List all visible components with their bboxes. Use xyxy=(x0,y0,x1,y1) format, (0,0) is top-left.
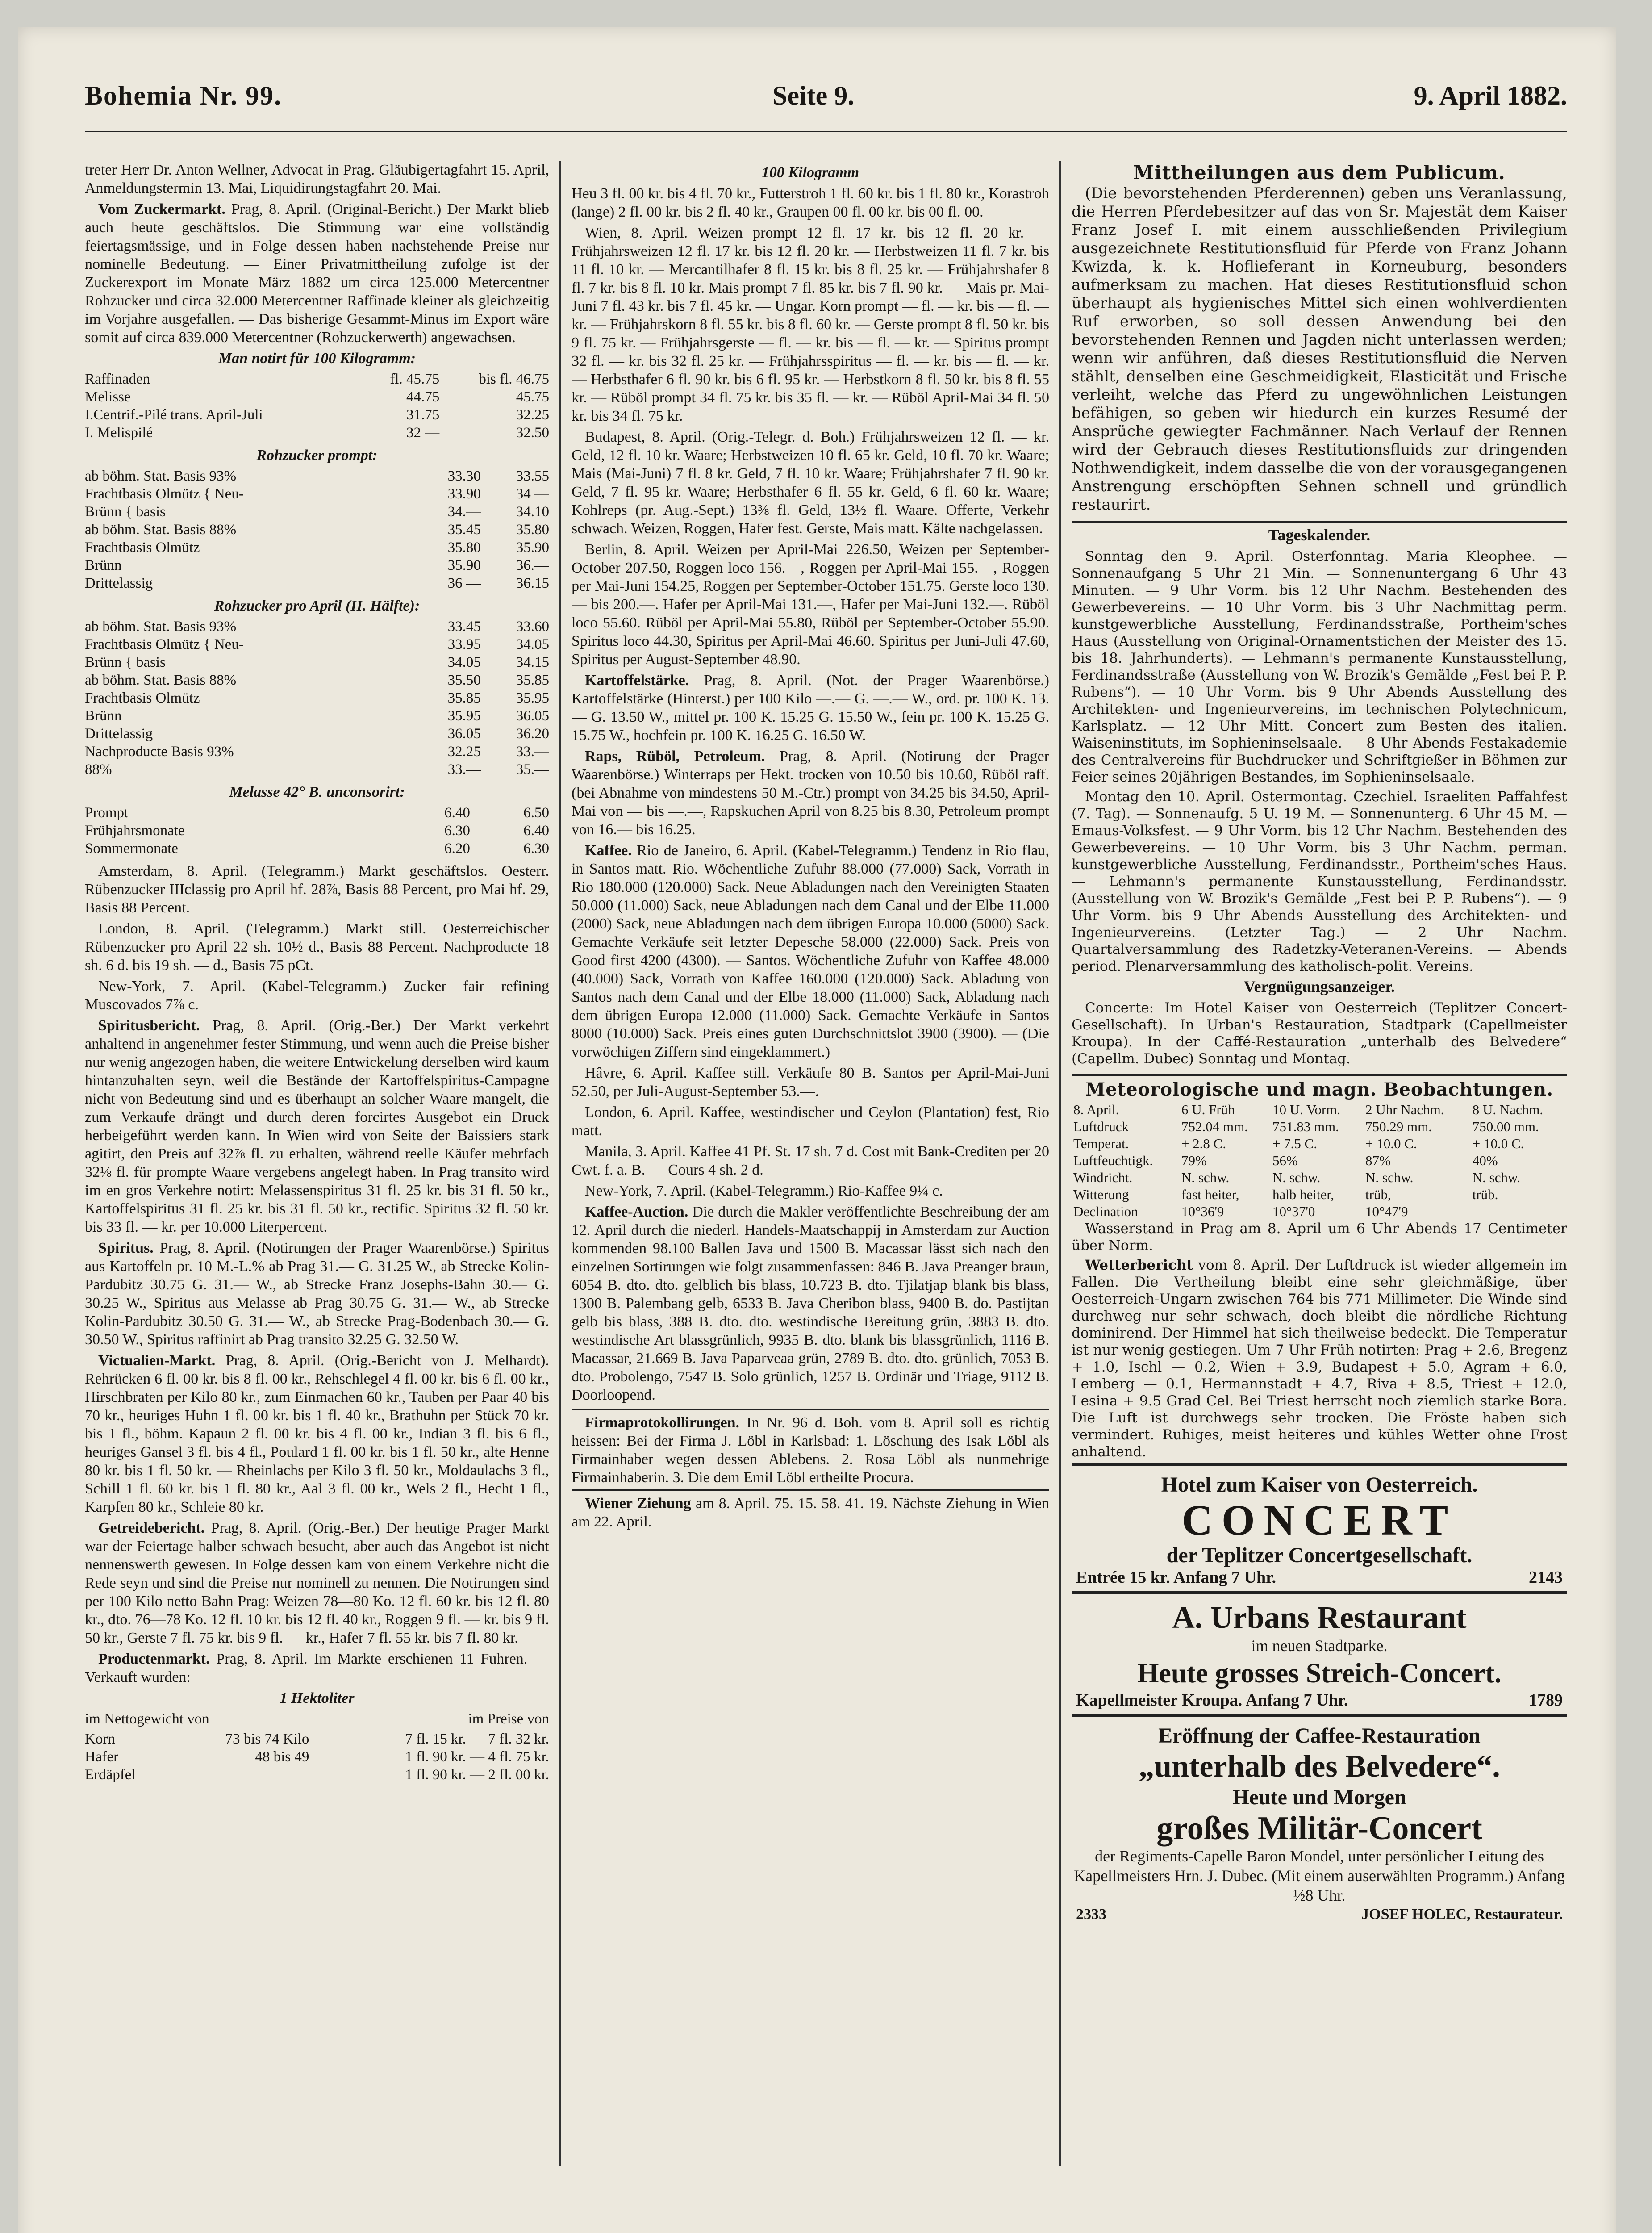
table-row xyxy=(85,521,549,539)
table-cell: 33.30 xyxy=(447,468,481,484)
zucker-report xyxy=(85,200,549,347)
page-header xyxy=(85,80,1567,132)
ad2-line4b: 1789 xyxy=(1529,1691,1563,1710)
table-cell: 32 — xyxy=(406,425,440,441)
table-cell: Brünn xyxy=(85,708,122,724)
ad1-line4 xyxy=(1072,1568,1567,1587)
table-cell xyxy=(169,1766,309,1784)
table-cell: 33.90 xyxy=(447,486,481,502)
table-row xyxy=(85,424,549,442)
rohzucker-april-heading: Rohzucker pro April (II. Hälfte): xyxy=(214,598,420,614)
table-row xyxy=(85,840,549,857)
newspaper-page xyxy=(18,27,1616,2233)
ad2-line4 xyxy=(1072,1691,1567,1710)
table-cell: ab böhm. Stat. Basis 88% xyxy=(85,672,237,688)
producten-table-header xyxy=(85,1710,549,1728)
table-cell: Brünn { basis xyxy=(85,654,166,670)
ad3-line2: „unterhalb des Belvedere“. xyxy=(1139,1749,1500,1784)
zucker-text: Prag, 8. April. (Original-Bericht.) Der Markt blieb auch heute geschäftslos. Die Stimmung war eine vollständig feiertagsmässige, und in Folge dessen haben nachstehende Preise nur nominelle Bedeutung. — Einer Privatmittheilung zufolge ist der Zuckerexport im Monate März 1882 um circa 125.000 Metercentner Rohzucker und circa 32.000 Metercentner Raffinade kleiner als gleichzeitig im Vorjahre ausgefallen. — Das bisherige Gesammt-Minus im Export wäre somit auf circa 839.000 Metercentner (Rohzuckerwerth) angewachsen. xyxy=(85,201,549,346)
getreide-title: Getreidebericht. xyxy=(98,1520,205,1536)
ad3-line3: Heute und Morgen xyxy=(1232,1786,1406,1809)
table-cell: 32.50 xyxy=(516,425,549,441)
wetterbericht xyxy=(1072,1257,1567,1460)
table-cell: Frachtbasis Olmütz xyxy=(85,539,200,556)
price-table-2 xyxy=(85,467,549,592)
table-cell: 31.75 xyxy=(406,407,440,423)
ad-belvedere xyxy=(1072,1714,1567,1928)
table-cell: Windricht. xyxy=(1073,1170,1133,1185)
getreide-report xyxy=(85,1519,549,1647)
spiritus2-title: Spiritus. xyxy=(98,1240,154,1256)
table-cell: 6.50 xyxy=(523,805,549,821)
table-cell: trüb, xyxy=(1365,1187,1391,1202)
netto-left: im Nettogewicht von xyxy=(85,1711,209,1727)
table-cell: 73 bis 74 Kilo xyxy=(225,1731,309,1747)
table-cell: 35.50 xyxy=(447,672,481,688)
table-row xyxy=(85,725,549,743)
newyork-kaffee-report: New-York, 7. April. (Kabel-Telegramm.) Rio-Kaffee 9¼ c. xyxy=(585,1183,943,1199)
tageskalender-title: Tageskalender. xyxy=(1072,521,1567,544)
table-cell: 6.40 xyxy=(444,805,470,821)
table-cell: 35.95 xyxy=(516,690,549,706)
ad2-line1: A. Urbans Restaurant xyxy=(1172,1601,1467,1635)
column-1 xyxy=(85,161,549,2166)
table-cell: 33.45 xyxy=(447,619,481,635)
table-row xyxy=(85,636,549,653)
table-cell: 6.40 xyxy=(523,823,549,839)
table-cell: Drittelassig xyxy=(85,575,153,591)
table-row xyxy=(1072,1169,1567,1186)
ad1-line2: CONCERT xyxy=(1181,1496,1457,1544)
table-row xyxy=(1072,1186,1567,1203)
table-cell: N. schw. xyxy=(1272,1170,1321,1185)
meteo-header-cell: 8. April. xyxy=(1073,1102,1119,1117)
ad3-line5: der Regiments-Capelle Baron Mondel, unter persönlicher Leitung des Kapellmeisters Hrn. J. Dubec. (Mit einem auserwählten Programm.) Anfang ½8 Uhr. xyxy=(1074,1847,1565,1904)
table-cell: 33.55 xyxy=(516,468,549,484)
table-cell: Nachproducte Basis 93% xyxy=(85,744,234,760)
melasse-heading: Melasse 42° B. unconsorirt: xyxy=(229,784,405,800)
table-row xyxy=(85,574,549,592)
table-cell: + 2.8 C. xyxy=(1181,1136,1226,1151)
table-cell: 40% xyxy=(1472,1153,1498,1168)
wetter-title: Wetterbericht xyxy=(1085,1257,1193,1273)
producten-text: Prag, 8. April. Im Markte erschienen 11 Fuhren. — Verkauft wurden: xyxy=(85,1651,549,1685)
mittheilungen-text: (Die bevorstehenden Pferderennen) geben uns Veranlassung, die Herren Pferdebesitzer auf das von Sr. Majestät dem Kaiser Franz Josef I. mit einem ausschließenden Privilegium ausgezeichnete Restitutionsfluid für Pferde von Franz Johann Kwizda, k. k. Hoflieferant in Korneuburg, besonders aufmerksam zu machen. Hat dieses Restitutionsfluid schon überhaupt als hygienisches Mittel sich einen wohlverdienten Ruf erworben, so soll dessen Anwendung bei den bevorstehenden Rennen und Jagden nicht unterlassen werden; wenn wir anführen, daß dieses Restitutionsfluid die Nerven stählt, denselben eine Geschmeidigkeit, Elasticität und Frische verleiht, welche das Pferd zu ungewöhnlichen Leistungen befähigen, so geben wir hiedurch ein kurzes Resumé der Ansprüche gewiegter Fachmänner. Nach Verlauf der Rennen wird der Gebrauch dieses Restitutionsfluids zur dringenden Nothwendigkeit, indem dasselbe die von der vorausgegangenen Anstrengung erschöpften Sehnen schnell und gründlich restaurirt. xyxy=(1072,184,1567,514)
ad1-line4a: Entrée 15 kr. Anfang 7 Uhr. xyxy=(1076,1568,1276,1587)
kaffee-title: Kaffee. xyxy=(585,842,632,859)
table-row xyxy=(85,671,549,689)
table-row xyxy=(85,743,549,761)
table-cell: 33.— xyxy=(447,761,481,778)
ziehung-report xyxy=(572,1489,1049,1531)
table-row xyxy=(85,618,549,636)
ad-hotel-kaiser xyxy=(1072,1463,1567,1591)
ziehung-title: Wiener Ziehung xyxy=(585,1495,691,1512)
table-row xyxy=(85,689,549,707)
table-row xyxy=(85,388,549,406)
ad1-line1: Hotel zum Kaiser von Oesterreich. xyxy=(1161,1473,1478,1497)
spiritus-title: Spiritusbericht. xyxy=(98,1017,200,1034)
table-row xyxy=(85,707,549,725)
table-cell: 10°47'9 xyxy=(1365,1204,1408,1219)
table-cell: bis fl. 46.75 xyxy=(479,371,549,387)
ad1-line3: der Teplitzer Concertgesellschaft. xyxy=(1166,1543,1473,1567)
table-row xyxy=(85,485,549,503)
kilo-heading: 100 Kilogramm xyxy=(761,164,859,181)
meteo-header-cell: 8 U. Nachm. xyxy=(1472,1102,1544,1117)
table-cell: Brünn { basis xyxy=(85,504,166,520)
table-cell: 87% xyxy=(1365,1153,1391,1168)
table-cell: 35.95 xyxy=(447,708,481,724)
table-cell: 36.05 xyxy=(516,708,549,724)
vergnuegung-text: Concerte: Im Hotel Kaiser von Oesterreich (Teplitzer Concert-Gesellschaft). In Urban's Restauration, Stadtpark (Capellmeister Kroupa). In der Caffé-Restauration „unterhalb des Belvedere“ (Capellm. Dubec) Sonntag und Montag. xyxy=(1072,1000,1567,1067)
tageskalender-sonntag: Sonntag den 9. April. Osterfonntag. Maria Kleophee. — Sonnenaufgang 5 Uhr 21 Min. — Sonnenuntergang 6 Uhr 43 Minuten. — 9 Uhr Vorm. bis 12 Uhr Nachm. Bestehenden des Gewerbevereins. — 10 Uhr Vorm. bis 3 Uhr Nachmittag perm. kunstgewerbliche Ausstellung, Ferdinandsstraße, Portheim'sches Haus (Ausstellung von Original-Ornamentstichen der Meister des 15. bis 18. Jahrhunderts). — Lehmann's permanente Kunstausstellung, Ferdinandsstraße (Ausstellung von W. Brozik's Gemälde „Fest bei P. P. Rubens“). — 10 Uhr Vorm. bis 9 Uhr Abends Ausstellung des Architekten- und Ingenieurvereins, im technischen Polytechnicum, Karlsplatz. — 12 Uhr Mitt. Concert zum Besten des italien. Waiseninstituts, im Sophieninselsaale. — 8 Uhr Abends Festakademie des Centralvereins für Buchdrucker und Schriftgießer in Böhmen zur Feier seines 20jährigen Bestandes, im Sophieninselsaale. xyxy=(1072,548,1567,785)
table-cell: + 10.0 C. xyxy=(1365,1136,1417,1151)
column-rule-1 xyxy=(559,161,561,2166)
mittheilungen-title: Mittheilungen aus dem Publicum. xyxy=(1133,162,1506,184)
table-cell: 33.95 xyxy=(447,636,481,652)
victualien-report xyxy=(85,1351,549,1516)
ziehung-text: am 8. April. 75. 15. 58. 41. 19. Nächste Ziehung in Wien am 22. April. xyxy=(572,1495,1049,1530)
table-cell: 1 fl. 90 kr. — 2 fl. 00 kr. xyxy=(405,1767,549,1783)
table-cell: Prompt xyxy=(85,805,129,821)
table-cell: 88% xyxy=(85,761,112,778)
table-cell: 32.25 xyxy=(516,407,549,423)
amsterdam-report: Amsterdam, 8. April. (Telegramm.) Markt geschäftslos. Oesterr. Rübenzucker IIIclassig pro April hf. 28⅞, Basis 88 Percent, pro Mai hf. 29, Basis 88 Percent. xyxy=(85,863,549,916)
price-table-1 xyxy=(85,370,549,442)
table-cell: 10°37'0 xyxy=(1272,1204,1315,1219)
auction-report xyxy=(572,1203,1049,1404)
firma-title: Firmaprotokollirungen. xyxy=(585,1414,739,1431)
spiritus2-text: Prag, 8. April. (Notirungen der Prager Waarenbörse.) Spiritus aus Kartoffeln pr. 10 M.-L.% ab Prag 31.— G. 31.25 W., ab Strecke Kolin-Pardubitz 30.75 G. 31.— W., ab Strecke Franz Josephs-Bahn 30.— G. 30.25 W., Spiritus aus Melasse ab Prag 30.75 G. 31.— W., ab Strecke Kolin-Pardubitz 30.50 G. 31.— W., ab Strecke Prag-Bodenbach 30.— G. 30.50 W., Spiritus raffinirt ab Prag transito 32.25 G. 32.50 W. xyxy=(85,1240,549,1348)
table-cell: I. Melispilé xyxy=(85,425,153,441)
ad-urbans-restaurant xyxy=(1072,1591,1567,1714)
vergnuegung-title: Vergnügungsanzeiger. xyxy=(1243,978,1395,995)
table-cell: 6.20 xyxy=(444,841,470,857)
table-row xyxy=(85,539,549,556)
producten-report xyxy=(85,1650,549,1686)
table-cell: 750.29 mm. xyxy=(1365,1119,1432,1134)
table-cell: Frachtbasis Olmütz xyxy=(85,690,200,706)
table-cell: Luftdruck xyxy=(1073,1119,1129,1134)
ad3-line1: Eröffnung der Caffee-Restauration xyxy=(1158,1724,1481,1748)
table-cell: Declination xyxy=(1073,1204,1138,1219)
table-cell: N. schw. xyxy=(1365,1170,1414,1185)
column-3 xyxy=(1072,161,1567,2166)
issue-date: 9. April 1882. xyxy=(1414,81,1567,110)
meteo-header-cell: 2 Uhr Nachm. xyxy=(1365,1102,1444,1117)
meteo-table xyxy=(1072,1101,1567,1220)
table-cell: 6.30 xyxy=(444,823,470,839)
table-cell: 750.00 mm. xyxy=(1472,1119,1539,1134)
raps-text: Prag, 8. April. (Notirung der Prager Waarenbörse.) Winterraps per Hekt. trocken von 10.50 bis 10.60, Rüböl raff. (bei Abnahme von mindestens 50 M.-Ctr.) prompt von 34.25 bis 34.50, April-Mai von — bis —.—, Rapskuchen April von 8.25 bis 8.30, Petroleum prompt von 16.— bis 16.25. xyxy=(572,748,1049,838)
table-cell: Frachtbasis Olmütz { Neu- xyxy=(85,636,244,652)
ad3-line6 xyxy=(1072,1905,1567,1924)
ad3-line6b: JOSEF HOLEC, Restaurateur. xyxy=(1361,1906,1563,1923)
table-cell: N. schw. xyxy=(1181,1170,1230,1185)
table-cell: Raffinaden xyxy=(85,371,150,387)
table-cell: 34 — xyxy=(516,486,549,502)
table-cell: 48 bis 49 xyxy=(255,1749,309,1765)
table-cell: halb heiter, xyxy=(1272,1187,1335,1202)
table-cell: 36.20 xyxy=(516,726,549,742)
table-row xyxy=(85,804,549,822)
table-cell: 7 fl. 15 kr. — 7 fl. 32 kr. xyxy=(405,1731,549,1747)
zucker-title: Vom Zuckermarkt. xyxy=(98,201,225,217)
table-row xyxy=(85,822,549,840)
table-cell: fast heiter, xyxy=(1181,1187,1239,1202)
table-row xyxy=(85,370,549,388)
budapest-report: Budapest, 8. April. (Orig.-Telegr. d. Boh.) Frühjahrsweizen 12 fl. — kr. Geld, 12 fl. 10 kr. Waare; Herbstweizen 10 fl. 65 kr. Geld, 10 fl. 70 kr. Waare; Mais (Mai-Juni) 7 fl. 8 kr. Geld, 7 fl. 10 kr. Waare; Frühjahrshafer 7 fl. 90 kr. Geld, 7 fl. 95 kr. Waare; Herbsthafer 6 fl. 55 kr. Geld, 6 fl. 60 kr. Waare; Kohlreps (pr. Aug.-Sept.) 13⅜ fl. Geld, 13½ fl. Waare. Offerte, Verkehr schwach. Weizen, Roggen, Hafer fest. Gerste, Mais matt. Kälte nachgelassen. xyxy=(572,429,1049,537)
table-cell: 34.05 xyxy=(447,654,481,670)
table-row xyxy=(85,406,549,424)
table-cell: 35.— xyxy=(516,761,549,778)
table-cell: 44.75 xyxy=(406,389,440,405)
page-number: Seite 9. xyxy=(772,81,855,110)
table-row xyxy=(85,1766,549,1784)
producten-table xyxy=(85,1730,549,1784)
column-rule-2 xyxy=(1059,161,1061,2166)
table-cell: 35.90 xyxy=(516,539,549,556)
table-cell: 34.10 xyxy=(516,504,549,520)
producten-title: Productenmarkt. xyxy=(98,1651,210,1667)
table-cell: 56% xyxy=(1272,1153,1298,1168)
table-cell: 34.05 xyxy=(516,636,549,652)
masthead-issue: Bohemia Nr. 99. xyxy=(85,81,282,110)
table-cell: + 7.5 C. xyxy=(1272,1136,1318,1151)
table-cell: 35.90 xyxy=(447,557,481,573)
berlin-report: Berlin, 8. April. Weizen per April-Mai 226.50, Weizen per September-October 207.50, Roggen loco 156.—, Roggen per April-Mai 155.—, Roggen per Mai-Juni 154.25, Roggen per September-October 151.75. Gerste loco 130.— bis 200.—. Hafer per April-Mai 131.—, Hafer per Mai-Juni 132.—. Rüböl loco 55.60. Rüböl per April-Mai 55.80, Rüböl per September-October 55.90. Spiritus loco 44.30, Spiritus per April-Mai 46.60. Spiritus per Juni-Juli 47.60, Spiritus per August-September 48.90. xyxy=(572,541,1049,668)
kartoffel-title: Kartoffelstärke. xyxy=(585,672,689,689)
ad1-line4b: 2143 xyxy=(1529,1568,1563,1587)
getreide-text: Prag, 8. April. (Orig.-Ber.) Der heutige Prager Markt war der Feiertage halber schwach besucht, aber auch das Angebot ist nicht nennenswerth gewesen. In Folge dessen kam von einem Verkehre nicht die Rede seyn und sind die Preise nur nominell zu nennen. Die Notirungen sind per 100 Kilo netto Bahn Prag: Weizen 78—80 Ko. 12 fl. 60 kr. bis 12 fl. 80 kr., dto. 76—78 Ko. 12 fl. 10 kr. bis 12 fl. 40 kr., Roggen 9 fl. — kr. bis 9 fl. 50 kr., Gerste 7 fl. 75 kr. bis 9 fl. — kr., Hafer 7 fl. 55 kr. bis 7 fl. 80 kr. xyxy=(85,1520,549,1646)
table-row xyxy=(85,761,549,778)
table-cell: 36.15 xyxy=(516,575,549,591)
table-cell: 34.15 xyxy=(516,654,549,670)
table-cell: I.Centrif.-Pilé trans. April-Juli xyxy=(85,407,263,423)
rohzucker-prompt-heading: Rohzucker prompt: xyxy=(256,447,378,464)
table-cell: 751.83 mm. xyxy=(1272,1119,1339,1134)
london-kaffee-report: London, 6. April. Kaffee, westindischer und Ceylon (Plantation) fest, Rio matt. xyxy=(572,1104,1049,1139)
table-cell: 33.— xyxy=(516,744,549,760)
table-row xyxy=(85,1748,549,1766)
table-row xyxy=(85,653,549,671)
firma-report xyxy=(572,1409,1049,1487)
table-cell: 35.85 xyxy=(516,672,549,688)
ad2-line4a: Kapellmeister Kroupa. Anfang 7 Uhr. xyxy=(1076,1691,1348,1710)
table-cell: Frühjahrsmonate xyxy=(85,823,185,839)
table-cell: ab böhm. Stat. Basis 88% xyxy=(85,522,237,538)
table-cell: Sommermonate xyxy=(85,841,178,857)
table-cell: trüb. xyxy=(1472,1187,1498,1202)
raps-title: Raps, Rüböl, Petroleum. xyxy=(585,748,765,765)
auction-title: Kaffee-Auction. xyxy=(585,1204,688,1220)
meteo-header-row xyxy=(1072,1101,1567,1118)
auction-text: Die durch die Makler veröffentlichte Beschreibung der am 12. April durch die niederl. Handels-Maatschappij in Amsterdam zur Auction kommenden 98.100 Ballen Java und 1500 B. Macassar lässt sich nach den einzelnen Sortirungen wie folgt zusammenfassen: 846 B. Java Preanger braun, 6054 B. dto. dto. gelblich bis blass, 10.723 B. dto. Tjilatjap blank bis blass, 1300 B. Palembang gelb, 6533 B. Java Cheribon blass, 9400 B. do. Pastijtan gelb bis blass, 388 B. dto. dto. westindische Bereitung grün, 3883 B. dto. westindische Art blassgrünlich, 9935 B. dto. blank bis blassgrünlich, 1116 B. Macassar, 21.669 B. Java Paparveaa grün, 2789 B. dto. dto. grünlich, 7053 B. dto. Probolengo, 7547 B. Solo grünlich, 1257 B. Ordinär und Triage, 9112 B. Doorloopend. xyxy=(572,1204,1049,1403)
table-cell: 35.45 xyxy=(447,522,481,538)
victualien-text: Prag, 8. April. (Orig.-Bericht von J. Melhardt). Rehrücken 6 fl. 00 kr. bis 8 fl. 00 kr., Rehschlegel 4 fl. 00 kr. bis 6 fl. 00 kr., Hirschbraten per Kilo 80 kr., zum Einmachen 60 kr., Tauben per Paar 40 bis 70 kr., heuriges Huhn 1 fl. 00 kr. bis 1 fl. 40 kr., Brathuhn per Stück 70 kr. bis 1 fl., böhm. Kapaun 2 fl. 00 kr. bis 4 fl. 00 kr., Indian 3 fl. bis 6 fl., heuriges Gansel 3 fl. bis 4 fl., Poulard 1 fl. 00 kr. bis 1 fl. 50 kr., alte Henne 80 kr. bis 1 fl. 50 kr. — Rheinlachs per Kilo 3 fl. 50 kr., Moldaulachs 3 fl., Schill 1 fl. 60 kr. bis 1 fl. 80 kr., Aal 3 fl. 00 kr., Wels 2 fl., Hecht 1 fl., Karpfen 80 kr., Schleie 80 kr. xyxy=(85,1352,549,1515)
spiritus-report xyxy=(85,1016,549,1236)
heu-report: Heu 3 fl. 00 kr. bis 4 fl. 70 kr., Futterstroh 1 fl. 60 kr. bis 1 fl. 80 kr., Korastroh (lange) 2 fl. 00 kr. bis 2 fl. 40 kr., Graupen 00 fl. 00 kr. bis 00 fl. 00. xyxy=(572,185,1049,220)
table-row xyxy=(1072,1135,1567,1152)
table-cell: + 10.0 C. xyxy=(1472,1136,1524,1151)
table-cell: 79% xyxy=(1181,1153,1207,1168)
table-cell: N. schw. xyxy=(1472,1170,1521,1185)
kaffee-report xyxy=(572,841,1049,1061)
netto-right: im Preise von xyxy=(468,1711,549,1727)
table-cell: fl. 45.75 xyxy=(390,371,440,387)
table-cell: 35.85 xyxy=(447,690,481,706)
table-cell: Luftfeuchtigk. xyxy=(1073,1153,1153,1168)
ad3-line4: großes Militär-Concert xyxy=(1156,1810,1482,1847)
firma-text: In Nr. 96 d. Boh. vom 8. April soll es richtig heissen: Bei der Firma J. Löbl in Karlsbad: 1. Löschung des Isak Löbl als Firmainhaber wegen dessen Ablebens. 2. Rosa Löbl als nunmehrige Firmainhaberin. 3. Die dem Emil Löbl ertheilte Procura. xyxy=(572,1414,1049,1486)
table-cell: Erdäpfel xyxy=(85,1767,136,1783)
table-cell: Brünn xyxy=(85,557,122,573)
table-cell: Temperat. xyxy=(1073,1136,1129,1151)
wien-report: Wien, 8. April. Weizen prompt 12 fl. 17 kr. bis 12 fl. 20 kr. — Frühjahrsweizen 12 fl. 17 kr. bis 12 fl. 20 kr. — Herbstweizen 11 fl. 7 kr. bis 11 fl. 10 kr. — Mercantilhafer 8 fl. 15 kr. bis 8 fl. 25 kr. — Frühjahrshafer 8 fl. 7 kr. bis 8 fl. 10 kr. Mais prompt 7 fl. 85 kr. bis 7 fl. 90 kr. — Mais pr. Mai-Juni 7 fl. 43 kr. bis 7 fl. 45 kr. — Ungar. Korn prompt — fl. — kr. bis — fl. — kr. — Frühjahrskorn 8 fl. 55 kr. bis 8 fl. 60 kr. — Gerste prompt 8 fl. 50 kr. bis 9 fl. 75 kr. — Frühjahrsgerste — fl. — kr. bis — fl. — kr. — Spiritus prompt 32 fl. — kr. bis 32 fl. 25 kr. — Frühjahrsspiritus — fl. — kr. bis — fl. — kr. — Herbsthafer 6 fl. 90 kr. bis 6 fl. 95 kr. — Herbstkorn 8 fl. 50 kr. bis 8 fl. 55 kr. — Rüböl prompt 34 fl. 75 kr. bis 35 fl. — kr. — Rüböl April-Mai 34 fl. 50 kr. bis 34 fl. 75 kr. xyxy=(572,225,1049,424)
table-row xyxy=(85,503,549,521)
meteo-title: Meteorologische und magn. Beobachtungen. xyxy=(1072,1074,1567,1099)
meteo-header-cell: 6 U. Früh xyxy=(1181,1102,1235,1117)
table-row xyxy=(1072,1118,1567,1135)
table-cell: 35.80 xyxy=(447,539,481,556)
table-cell: 752.04 mm. xyxy=(1181,1119,1248,1134)
table-cell: 32.25 xyxy=(447,744,481,760)
table-row xyxy=(1072,1152,1567,1169)
table-cell: — xyxy=(1472,1204,1486,1219)
table-cell: 36.— xyxy=(516,557,549,573)
london-report: London, 8. April. (Telegramm.) Markt still. Oesterreichischer Rübenzucker pro April 22 sh. 10½ d., Basis 88 Percent. Nachproducte 18 sh. 6 d. bis 19 sh. — d., Basis 75 pCt. xyxy=(85,920,549,974)
table-cell: 36 — xyxy=(447,575,481,591)
wetter-text: vom 8. April. Der Luftdruck ist wieder allgemein im Fallen. Die Vertheilung bleibt eine sehr gleichmäßige, über Oesterreich-Ungarn zwischen 764 bis 771 Millimeter. Die Winde sind durchweg nur sehr schwach, doch bleibt die nördliche Richtung dominirend. Der Himmel hat sich theilweise bedeckt. Die Temperatur ist nur wenig gestiegen. Um 7 Uhr Früh notirten: Prag + 2.6, Bregenz + 1.0, Ischl — 0.2, Wien + 3.9, Budapest + 5.0, Agram + 6.0, Lemberg — 0.1, Hermannstadt + 4.7, Riva + 8.5, Triest + 12.0, Lesina + 9.5 Grad Cel. Bei Triest herrscht noch ziemlich starke Bora. Die Luft ist durchwegs sehr trocken. Die Fröste haben sich vermindert. Ruhiges, meist heiteres und kühles Wetter ohne Frost anhaltend. xyxy=(1072,1257,1567,1460)
table-cell: 1 fl. 90 kr. — 4 fl. 75 kr. xyxy=(405,1749,549,1765)
kartoffel-report xyxy=(572,671,1049,744)
table-cell: 6.30 xyxy=(523,841,549,857)
table-row xyxy=(85,556,549,574)
manila-report: Manila, 3. April. Kaffee 41 Pf. St. 17 sh. 7 d. Cost mit Bank-Crediten per 20 Cwt. f. a. B. — Cours 4 sh. 2 d. xyxy=(572,1143,1049,1178)
table-row xyxy=(85,1730,549,1748)
table-cell: ab böhm. Stat. Basis 93% xyxy=(85,619,237,635)
table-cell: Drittelassig xyxy=(85,726,153,742)
table-cell: 34.— xyxy=(447,504,481,520)
column-2 xyxy=(572,161,1049,2166)
table-cell: 10°36'9 xyxy=(1181,1204,1224,1219)
spiritus2-report xyxy=(85,1239,549,1349)
notirt-heading: Man notirt für 100 Kilogramm: xyxy=(218,350,416,367)
meteo-header-cell: 10 U. Vorm. xyxy=(1272,1102,1341,1117)
tageskalender-montag: Montag den 10. April. Ostermontag. Czechiel. Israeliten Paffahfest (7. Tag). — Sonnenaufg. 5 U. 19 M. — Sonnenunterg. 6 Uhr 45 M. — Emaus-Volksfest. — 9 Uhr Vorm. bis 12 Uhr Nachm. Bestehenden des Gewerbevereins. — 10 Uhr Vorm. bis 3 Uhr Nachm. perman. kunstgewerbliche Ausstellung, Ferdinandsstr., Portheim'sches Haus. — Lehmann's permanente Kunstausstellung, Ferdinandsstr. (Ausstellung von W. Brozik's Gemälde „Fest bei P. P. Rubens“). — 9 Uhr Vorm. bis 9 Uhr Abends Ausstellung des Architekten- und Ingenieurvereins. (Letzter Tag.) — 2 Uhr Nachm. Quartalversammlung des Radetzky-Veteranen-Vereins. — Abends period. Plenarversammlung des katholisch-polit. Vereins. xyxy=(1072,789,1567,974)
table-row xyxy=(85,467,549,485)
table-cell: Hafer xyxy=(85,1749,119,1765)
wasserstand-text: Wasserstand in Prag am 8. April um 6 Uhr Abends 17 Centimeter über Norm. xyxy=(1072,1221,1567,1254)
table-cell: Witterung xyxy=(1073,1187,1129,1202)
ad3-line6a: 2333 xyxy=(1076,1906,1106,1923)
table-row xyxy=(1072,1203,1567,1220)
table-cell: 35.80 xyxy=(516,522,549,538)
price-table-3 xyxy=(85,618,549,778)
table-cell: 33.60 xyxy=(516,619,549,635)
price-table-4 xyxy=(85,804,549,857)
kaffee-text: Rio de Janeiro, 6. April. (Kabel-Telegramm.) Tendenz in Rio flau, in Santos matt. Rio. Wöchentliche Zufuhr 88.000 (77.000) Sack, Vorrath in Rio 180.000 (120.000) Sack. Neue Abladungen nach den Vereinigten Staaten 50.000 (11.000) Sack, neue Abladungen nach dem Canal und der Elbe 11.000 (2000) Sack, neue Abladungen nach dem übrigen Europa 10.000 (5000) Sack. Gemachte Verkäufe seit letzter Depesche 58.000 (22.000) Sack. Preis von Good first 4200 (4300). — Santos. Wöchentliche Zufuhr von Kaffee 48.000 (40.000) Sack, Vorrath von Kaffee 160.000 (120.000) Sack. Abladung von Santos nach dem Canal und der Elbe 18.000 (11.000) Sack, Abladung nach dem übrigen Europa 12.000 (11.000) Sack. Gemachte Verkäufe in Santos 8000 (10.000) Sack. Preis eines guten Durchschnittslot 3900 (3900). — (Die vorwöchigen Ziffern sind eingeklammert.) xyxy=(572,842,1049,1060)
table-cell: Korn xyxy=(85,1731,115,1747)
ad2-line2: im neuen Stadtparke. xyxy=(1251,1637,1388,1655)
table-cell: Melisse xyxy=(85,389,131,405)
victualien-title: Victualien-Markt. xyxy=(98,1352,216,1369)
table-cell: ab böhm. Stat. Basis 93% xyxy=(85,468,237,484)
kartoffel-text: Prag, 8. April. (Not. der Prager Waarenbörse.) Kartoffelstärke (Hinterst.) per 100 Kilo —.— G. —.— W., ord. pr. 100 K. 13.— G. 13.50 W., mittel pr. 100 K. 15.25 G. 15.50 W., fein pr. 100 K. 15.25 G. 15.75 W., hochfein pr. 100 K. 16.25 G. 16.50 W. xyxy=(572,672,1049,744)
table-cell: Frachtbasis Olmütz { Neu- xyxy=(85,486,244,502)
table-cell: 45.75 xyxy=(516,389,549,405)
ad2-line3: Heute grosses Streich-Concert. xyxy=(1137,1658,1502,1689)
spiritus-text: Prag, 8. April. (Orig.-Ber.) Der Markt verkehrt anhaltend in angenehmer fester Stimmung, und wenn auch die Preise bisher nur wenig angezogen haben, die weitere Entwickelung derselben wird kaum hintanzuhalten seyn, weil die Bestände der Kartoffelspiritus-Campagne nicht von Bedeutung sind und es überhaupt an solcher Waare mangelt, die zum Verkaufe drängt und durch deren forcirtes Ausgebot ein Druck herbeigeführt werden kann. In Wien wird von Seite der Baissiers stark agitirt, den Preis auf 32⅞ fl. zu erhalten, während reelle Käufer mehrfach 32⅛ fl. für prompte Waare vergebens angelegt haben. In Prag transito wird im en gros Verkehre notirt: Melassenspiritus 31 fl. 25 kr. bis 31 fl. 50 kr., Kartoffelspiritus 31 fl. 25 kr. bis 31 fl. 50 kr., rectific. Spiritus 32 fl. 50 kr. bis 33 fl. — kr. per 10.000 Literpercent. xyxy=(85,1017,549,1235)
table-cell: 36.05 xyxy=(447,726,481,742)
raps-report xyxy=(572,747,1049,839)
hektoliter-heading: 1 Hektoliter xyxy=(280,1690,355,1706)
newyork-report: New-York, 7. April. (Kabel-Telegramm.) Zucker fair refining Muscovados 7⅞ c. xyxy=(85,978,549,1013)
intro-paragraph: treter Herr Dr. Anton Wellner, Advocat in Prag. Gläubigertagfahrt 15. April, Anmeldungstermin 13. Mai, Liquidirungstagfahrt 20. Mai. xyxy=(85,162,549,197)
havre-report: Hâvre, 6. April. Kaffee still. Verkäufe 80 B. Santos per April-Mai-Juni 52.50, per Juli-August-September 53.—. xyxy=(572,1065,1049,1100)
